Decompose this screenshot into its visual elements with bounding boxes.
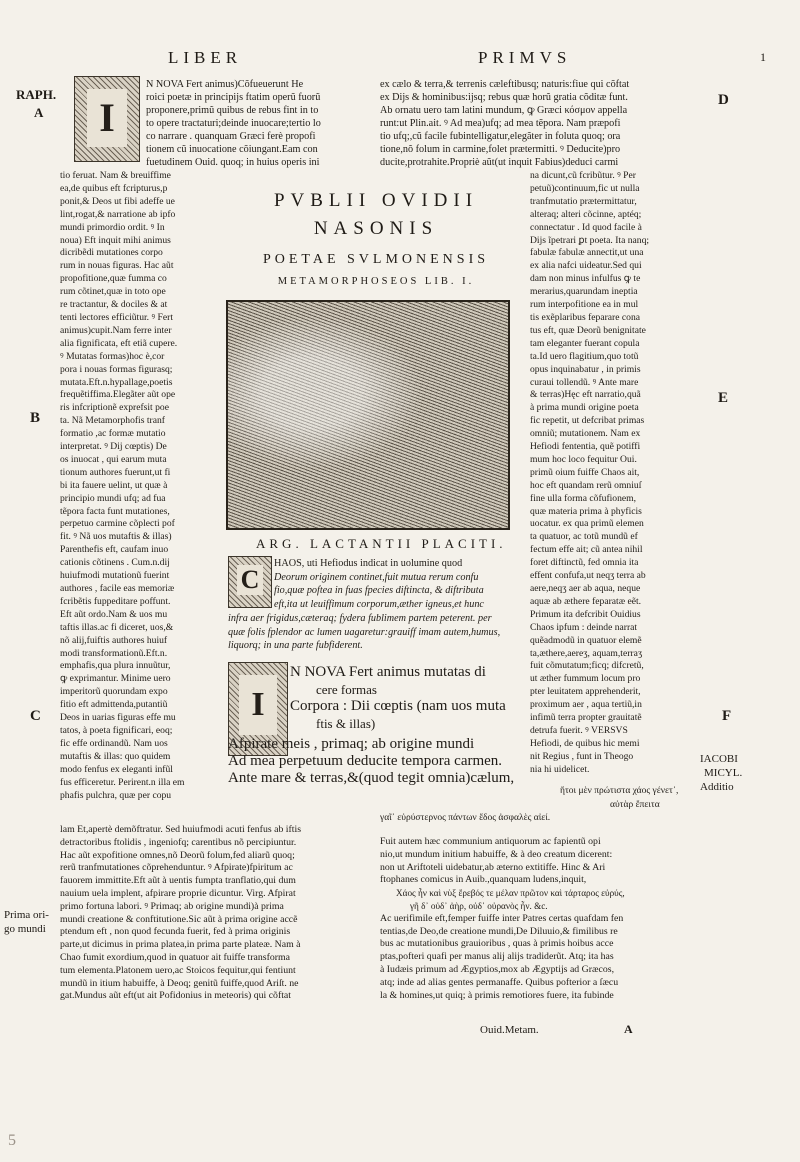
argument-text-bottom: infra aer frigidus,cæteraq; fydera fublimem partem peterent. per quæ folis fplendor ac lumen uagaretur:grauiff imam autem,humus, liquorq; in una parte fubfiderent. <box>228 613 501 652</box>
margin-letter-f: F <box>722 708 732 724</box>
margin-letter-e: E <box>718 390 729 406</box>
margin-note-micyl: MICYL. <box>704 767 743 779</box>
argument-text-top: HAOS, uti Hefiodus indicat in uolumine quod Deorum originem continet,fuit mutua rerum confu fio,quæ poftea in fuas fpecies diftincta, & diftributa eft,ita ut leuiffimum corporum,æther igneus,et hunc <box>274 558 484 610</box>
ornate-initial-chaos <box>228 556 272 608</box>
verse-continuation: Afpirate meis , primaq; ab origine mundi Ad mea perpetuum deducite tempora carmen. Ante mare & terras,&(quod tegit omnia)cælum, <box>228 736 515 786</box>
commentary-left-column: tio feruat. Nam & breuiffime ea,de quibus eft fcripturus,p ponit,& Deos ut fibi adeffe ue lint,rogat,& narratione ab ipfo mundi primordio ordit. ꝰ In noua) Eft inquit mihi animus dicribẽdi mutationes corpo rum in nouas figuras. Hac aũt propofitione,quæ fumma co rum cõtinet,quæ in toto ope re tractantur, & dociles & at tenti lectores efficiũtur. ꝰ Fert animus)cupit.Nam ferre inter alia fignificata, eft etiã cupere. ꝰ Mutatas formas)hoc è,cor pora i nouas formas figurasq; mutata.Eft.n.hypallage,poetis frequẽtiffima.Elegãter aũt ope ris infcriptionẽ exprefsit poe ta. Nã Metamorphofis tranf formatio ,ac formæ mutatio interpretat. ꝰ Dij cœptis) De os inuocat , qui earum muta tionum authores fuerunt,ut fi bi ita fauere uelint, ut quæ à principio mundi ufq; ad fua tẽpora facta funt mutationes, perpetuo carmine cõplecti pof fit. ꝰ Nã uos mutaftis & illas) Parenthefis eft, caufam inuo cationis cõtinens . Cum.n.dij huiufmodi mutationũ fuerint authores , facile eas memoriæ fcribẽtis fuppeditare poffunt. Eft aũt ordo.Nam & uos mu taftis illas.ac fi diceret, uos,& nõ alij,fuiftis authores huiuf modi transformationũ.Eft.n. emphafis,qua plura innuũtur, ꝙ exprimantur. Minime uero imperitorũ quorundam expo fitio eft admittenda,putantiũ Deos in uarias figuras effe mu tatos, à poeta fignificari, eoq; fic effe ordinandũ. Nam uos mutaftis & illas: quo quidem modo fenfus ex eleganti infũl fus efficeretur. Perirent.n illa em phafis pulchra, quæ per copu <box>60 170 185 801</box>
initial-letter-i: I <box>239 675 277 735</box>
title-poetae: POETAE SVLMONENSIS <box>262 252 490 267</box>
margin-note-prima-origo: Prima ori- <box>4 909 49 921</box>
commentary-top-left: N NOVA Fert animus)Cõfueuerunt He roici poetæ in principijs ftatim operũ fuorũ proponere,primũ quibus de rebus fint in to to opere tractaturi;deinde inuocare;tertio lo co narrare . quanquam Græci ferè propofi tionem cũ inuocatione cõiungant.Eam con fuetudinem Ouid. quoq; in huius operis ini <box>146 79 321 168</box>
folio-number: 1 <box>760 50 766 64</box>
title-nasonis: NASONIS <box>313 218 439 239</box>
initial-letter: I <box>87 89 127 147</box>
woodcut-illustration <box>226 300 510 530</box>
title-author: PVBLII OVIDII <box>273 190 479 211</box>
margin-note-jacobi: IACOBI <box>700 753 738 765</box>
running-head-right: PRIMVS <box>478 48 572 67</box>
commentary-bottom-right: Fuit autem hæc communium antiquorum ac fapientũ opi nio,ut mundum initium habuiffe, & à deo creatum dicerent: non ut Ariftoteli uidebatur,ab æterno extitiffe. Hinc & Ari ftophanes comicus in Auib.,quanquam ludens,inquit, Χάος ἦν καὶ νὺξ ἔρεβός τε μέλαν πρῶτον καὶ τάρταρος εὐρύς, γῆ δ᾽ οὐδ᾽ ἀὴρ, οὐδ᾽ οὐρανὸς ἦν. &c. Ac uerifimile eft,femper fuiffe inter Patres certas quafdam fen tentias,de Deo,de creatione mundi,De Diluuio,& fimilibus re bus ac mutationibus grauioribus , quas à primis hoibus acce ptas,pofteri quafi per manus alij alijs tradiderũt. Atq; ita has à Iudæis primum ad Ægyptios,mox ab Ægyptijs ad Græcos, atq; inde ad alias gentes permanaffe. Quibus pofterior a ſæcu la & homines,ut quiq; à primis remotiores fuere, ita fubinde <box>380 836 625 1001</box>
initial-letter-c: C <box>237 565 263 595</box>
commentary-top-right: ex cælo & terra,& terrenis cæleftibusq; naturis:fiue qui cõftat ex Dijs & hominibus:ijsq; rebus quæ horũ gratia cõditæ funt. Ab ornatu uero tam latini mundum, ꝙ Græci κόσμον appella runt:ut Plin.ait. ꝰ Ad mea)ufq; ad mea tẽpora. Nam præpofi tio ufq;,cũ facile fubintelligatur,elegãter in foluta quoq; ora tione,nõ folum in carmine,folet prætermitti. ꝰ Deducite)pro ducite,protrahite.Propriè aũt(ut inquit Fabius)deduci carmi <box>380 79 630 168</box>
greek-quote-3: γαῖ᾽ εὐρύστερνος πάντων ἕδος ἀσφαλὲς αἰεί. <box>380 813 551 823</box>
margin-note-raph: RAPH. <box>16 87 57 102</box>
greek-quote-2: αὐτὰρ ἔπειτα <box>610 800 660 810</box>
margin-note-raph-letter: A <box>34 105 44 120</box>
pencil-annotation: 5 <box>8 1132 16 1149</box>
greek-quote-1: ἤτοι μὲν πρώτιστα χάος γένετ᾽, <box>560 786 679 796</box>
title-metamorphoseos: METAMORPHOSEOS LIB. I. <box>277 276 475 287</box>
margin-letter-b: B <box>30 410 41 426</box>
running-head-left: LIBER <box>168 48 243 67</box>
argument-heading: ARG. LACTANTII PLACITI. <box>256 536 507 551</box>
margin-note-prima-origo-2: go mundi <box>4 923 46 935</box>
margin-letter-c: C <box>30 708 41 724</box>
signature-mark: A <box>624 1022 633 1036</box>
commentary-bottom-left: lam Et,apertè demõftratur. Sed huiufmodi acuti fenfus ab iftis detractoribus ftolidis , ingeniofq; carentibus nõ percipiuntur. Hac aũt expofitione omnes,nõ Deorũ folum,fed aliarũ quoq; rerũ tranfmutationes cõprehenduntur. ꝰ Afpirate)fpiritum ac fauorem immittite.Eft aũt à uentis fumpta tranflatio,qui dum nauium uela implent, afpirare proprie dicuntur. Virg. Afpirat primo fortuna labori. ꝰ Primaq; ab origine mundi)à prima mundi creatione & conftitutione.Sic aũt à prima origine accẽ ptendum eft , non quod fecunda fuerit, fed à prima originis parte,ut dicimus in prima platea,in prima parte plateæ. Nam à Chao fumit exordium,quod in quatuor ait fuiffe transforma tum elementa.Platonem uero,ac Stoicos fequitur,qui fentiunt mundũ in itium habuiffe, à Deoq; genitũ fuiffe,quod Ariſt. ne gat.Mundus aũt eft(ut ait Pofidonius in meteoris) qui cõftat <box>60 824 302 1002</box>
verse-opening: N NOVA Fert animus mutatas di cere formas Corpora : Dii cœptis (nam uos muta ftis & illas) <box>290 664 506 731</box>
catchword: Ouid.Metam. <box>480 1024 539 1036</box>
margin-letter-d: D <box>718 92 729 108</box>
commentary-right-column: na dicunt,cũ fcribũtur. ꝰ Per petuũ)continuum,fic ut nulla tranfmutatio prætermittatur, alteraq; alteri cõcinne, aptéq; connectatur . Id quod facile à Dijs ĩpetrari ꝑt poeta. Ita nanq; fabulæ fabulæ annectit,ut una ex alia nafci uideatur.Sed qui dam non minus infulfus ꝙ te merarius,quarundam ineptia rum interpofitione ea in mul tis exẽplaribus feparare cona tus eft, quæ Deorũ benignitate tam eleganter fuerant copula ta.Id uero flagitium,quo totũ opus inquinabatur , in primis curaui tollendũ. ꝰ Ante mare & terras)Hęc eft narratio,quã à prima mundi origine poeta fic repetit, ut defcribat primas omniũ; mutationem. Nam ex Hefiodi fententia, quẽ potiffi mum hoc loco fequitur Oui. primũ oium fuiffe Chaos ait, hoc eft quandam rerũ omniuſ fine ulla forma cõfufionem, quæ materia prima à phyficis uocatur. ex qua primũ elemen ta quatuor, ac totũ mundũ ef fectum effe ait; cũ antea nihil foret diftinctũ, fed omnia ita effent confufa,ut neqʒ terra ab aere,neqʒ aer ab aqua, neque aquæ ab æthere feparatæ eẽt. Primum ita defcribit Ouidius Chaos ipfum : deinde narrat quẽadmodũ in quatuor elemẽ ta,æthere,aereʒ, aquam,terraʒ fuit cõmutatum;ficq; difcretũ, ut æther fummum locum pro pter leuitatem apprehenderit, proximum aer , aqua tertiũ,in infimũ terra propter grauitatẽ detrufa fuerit. ꝰ VERSVS Hefiodi, de quibus hic memi nit Regius , funt in Theogo nia hi uidelicet. <box>530 170 650 775</box>
margin-note-additio: Additio <box>700 781 734 793</box>
ornate-initial-in-nova <box>74 76 140 162</box>
